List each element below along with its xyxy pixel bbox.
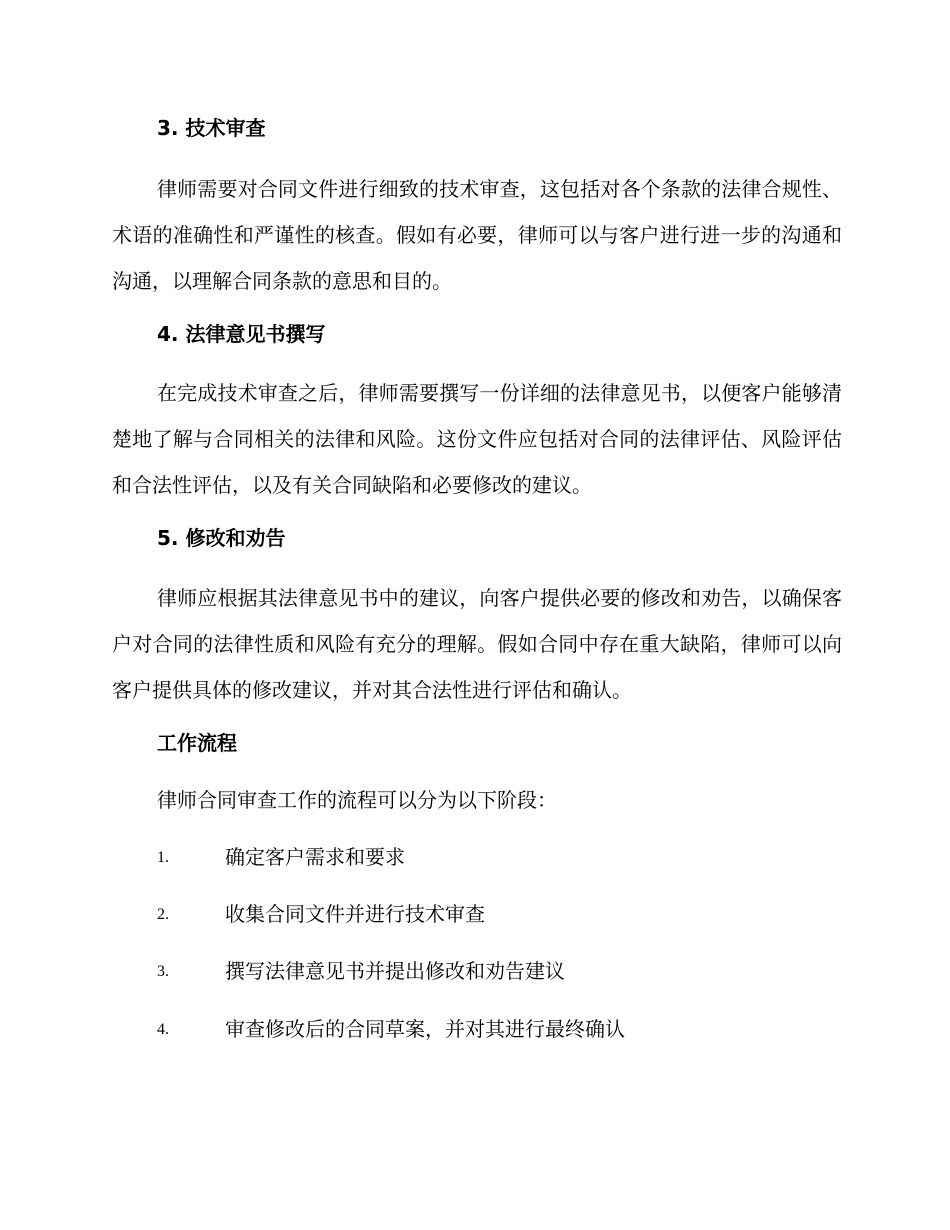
list-item-number: 1.	[157, 849, 169, 866]
list-item-text: 收集合同文件并进行技术审查	[225, 902, 485, 926]
section-heading-workflow: 工作流程	[157, 731, 237, 755]
list-item-text: 撰写法律意见书并提出修改和劝告建议	[225, 959, 565, 983]
workflow-intro: 律师合同审查工作的流程可以分为以下阶段：	[157, 788, 557, 812]
list-item-text: 确定客户需求和要求	[225, 845, 405, 869]
list-item-number: 3.	[157, 963, 169, 980]
paragraph-revision-advice: 律师应根据其法律意见书中的建议，向客户提供必要的修改和劝告，以确保客户对合同的法律性质和风险有充分的理解。假如合同中存在重大缺陷，律师可以向客户提供具体的修改建议，并对其合法性进行评估和确认。	[112, 586, 842, 702]
section-heading-technical-review: 3. 技术审查	[157, 116, 266, 140]
list-item-text: 审查修改后的合同草案，并对其进行最终确认	[225, 1017, 625, 1041]
section-heading-revision-advice: 5. 修改和劝告	[157, 526, 286, 550]
paragraph-technical-review: 律师需要对合同文件进行细致的技术审查，这包括对各个条款的法律合规性、术语的准确性和严谨性的核查。假如有必要，律师可以与客户进行进一步的沟通和沟通，以理解合同条款的意思和目的。	[112, 177, 842, 293]
section-heading-legal-opinion: 4. 法律意见书撰写	[157, 322, 326, 346]
paragraph-legal-opinion: 在完成技术审查之后，律师需要撰写一份详细的法律意见书，以便客户能够清楚地了解与合同相关的法律和风险。这份文件应包括对合同的法律评估、风险评估和合法性评估，以及有关合同缺陷和必要修改的建议。	[112, 381, 842, 497]
list-item-number: 2.	[157, 906, 169, 923]
list-item-number: 4.	[157, 1021, 169, 1038]
